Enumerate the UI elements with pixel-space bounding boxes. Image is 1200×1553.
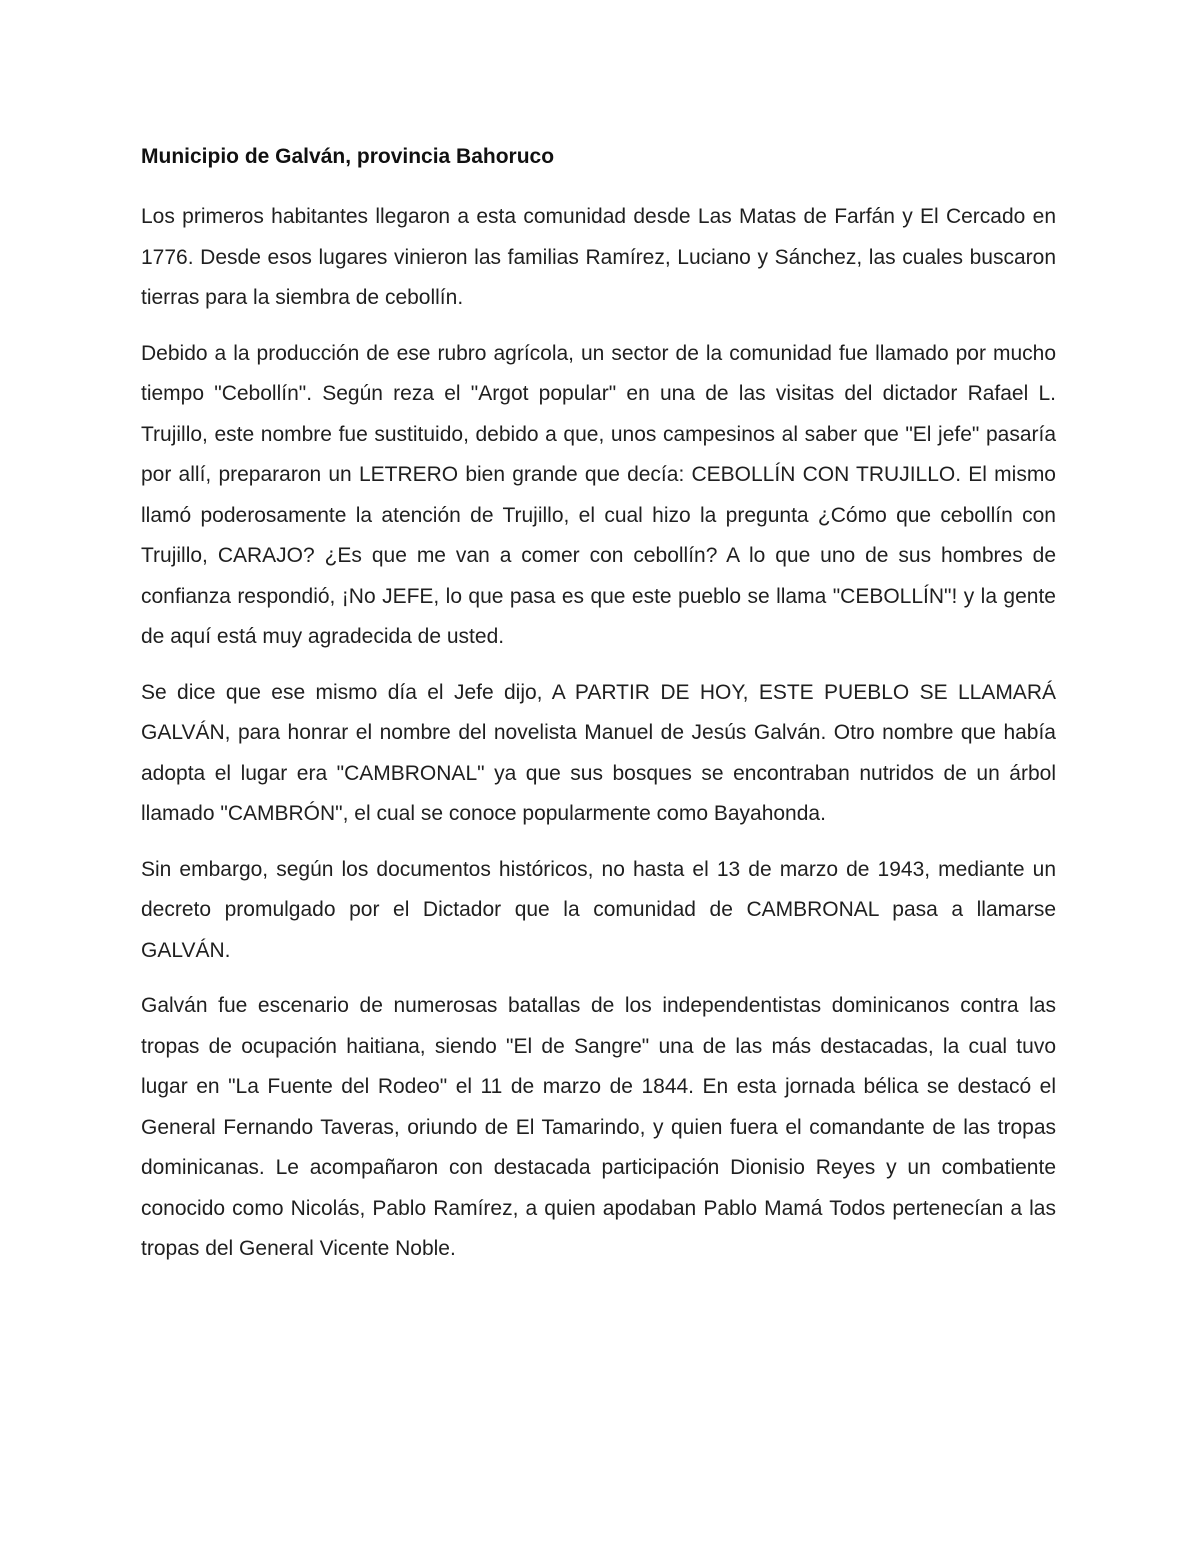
paragraph-4: Sin embargo, según los documentos históricos, no hasta el 13 de marzo de 1943, mediante un decreto promulgado por el Dictador que la comunidad de CAMBRONAL pasa a llamarse GALVÁN. [141,857,1056,962]
document-title: Municipio de Galván, provincia Bahoruco [141,145,555,168]
document-body [141,143,1056,1285]
paragraph-5: Galván fue escenario de numerosas batallas de los independentistas dominicanos contra las tropas de ocupación haitiana, siendo "El de Sangre" una de las más destacadas, la cual tuvo lugar en "La Fuente del Rodeo" el 11 de marzo de 1844. En esta jornada bélica se destacó el General Fernando Taveras, oriundo de El Tamarindo, y quien fuera el comandante de las tropas dominicanas. Le acompañaron con destacada participación Dionisio Reyes y un combatiente conocido como Nicolás, Pablo Ramírez, a quien apodaban Pablo Mamá Todos pertenecían a las tropas del General Vicente Noble. [141,994,1056,1260]
paragraph-1: Los primeros habitantes llegaron a esta comunidad desde Las Matas de Farfán y El Cercado en 1776. Desde esos lugares vinieron las familias Ramírez, Luciano y Sánchez, las cuales buscaron tierras para la siembra de cebollín. [141,205,1056,309]
paragraph-2: Debido a la producción de ese rubro agrícola, un sector de la comunidad fue llamado por mucho tiempo "Cebollín". Según reza el "Argot popular" en una de las visitas del dictador Rafael L. Trujillo, este nombre fue sustituido, debido a que, unos campesinos al saber que "El jefe" pasaría por allí, prepararon un LETRERO bien grande que decía: CEBOLLÍN CON TRUJILLO. El mismo llamó poderosamente la atención de Trujillo, el cual hizo la pregunta ¿Cómo que cebollín con Trujillo, CARAJO? ¿Es que me van a comer con cebollín? A lo que uno de sus hombres de confianza respondió, ¡No JEFE, lo que pasa es que este pueblo se llama "CEBOLLÍN"! y la gente de aquí está muy agradecida de usted. [141,341,1056,648]
paragraph-3: Se dice que ese mismo día el Jefe dijo, A PARTIR DE HOY, ESTE PUEBLO SE LLAMARÁ GALVÁN, para honrar el nombre del novelista Manuel de Jesús Galván. Otro nombre que había adopta el lugar era "CAMBRONAL" ya que sus bosques se encontraban nutridos de un árbol llamado "CAMBRÓN", el cual se conoce popularmente como Bayahonda. [141,680,1056,825]
